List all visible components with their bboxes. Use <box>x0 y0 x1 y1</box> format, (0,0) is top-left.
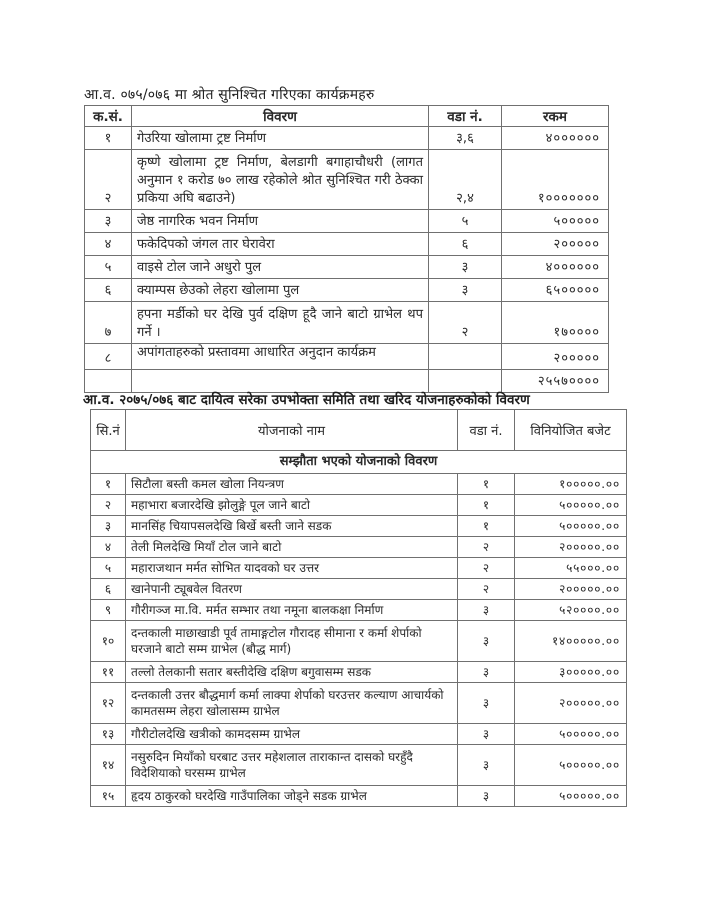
row-description: वाइसे टोल जाने अधुरो पुल <box>132 256 429 279</box>
row-description: क्याम्पस छेउको लेहरा खोलामा पुल <box>132 279 429 302</box>
row-ward: ३ <box>458 600 515 621</box>
row-sn: ५ <box>91 558 126 579</box>
row-amount: ५००००० <box>502 210 609 233</box>
table-row <box>85 279 609 302</box>
row-ward: ३ <box>458 683 515 724</box>
table-row <box>91 537 627 558</box>
table-row <box>85 344 609 370</box>
row-amount: २००००० <box>502 344 609 370</box>
header-budget: विनियोजित बजेट <box>515 410 627 451</box>
row-budget: १४०००००.०० <box>515 621 627 662</box>
row-ward: १ <box>458 516 515 537</box>
row-sn: ५ <box>85 256 132 279</box>
table-row <box>91 724 627 745</box>
row-name: गौरीटोलदेखि खत्रीको कामदसम्म ग्राभेल <box>126 724 458 745</box>
table-row <box>85 210 609 233</box>
row-description: गेउरिया खोलामा ट्रष्ट निर्माण <box>132 127 429 150</box>
row-sn: ६ <box>91 579 126 600</box>
section1-title: आ.व. ०७५/०७६ मा श्रोत सुनिश्चित गरिएका कार्यक्रमहरु <box>84 87 375 103</box>
row-name: मानसिंह चियापसलदेखि बिर्खे बस्ती जाने सडक <box>126 516 458 537</box>
row-sn: ८ <box>85 344 132 370</box>
table-header-row <box>91 410 627 451</box>
row-ward: ५ <box>429 210 502 233</box>
row-ward: ३ <box>458 745 515 786</box>
row-sn: ४ <box>85 233 132 256</box>
row-ward <box>429 344 502 370</box>
row-budget: ५०००००.०० <box>515 745 627 786</box>
row-sn: २ <box>91 495 126 516</box>
row-ward: ६ <box>429 233 502 256</box>
table-row <box>85 127 609 150</box>
row-sn: ३ <box>91 516 126 537</box>
section2-title: आ.व. २०७५/०७६ बाट दायित्व सरेका उपभोक्ता समिति तथा खरिद योजनाहरुकोको विवरण <box>83 392 530 408</box>
table-row <box>85 150 609 210</box>
row-name: महाभारा बजारदेखि झोलुङ्गे पूल जाने बाटो <box>126 495 458 516</box>
row-sn: २ <box>85 150 132 210</box>
table-row <box>91 745 627 786</box>
row-budget: ५२००००.०० <box>515 600 627 621</box>
row-sn: १५ <box>91 786 126 807</box>
row-sn: ३ <box>85 210 132 233</box>
row-budget: २०००००.०० <box>515 683 627 724</box>
row-ward: ३ <box>458 786 515 807</box>
row-name: सिटौला बस्ती कमल खोला नियन्त्रण <box>126 474 458 495</box>
header-amount: रकम <box>502 106 609 127</box>
table-row <box>91 683 627 724</box>
table-row <box>91 516 627 537</box>
total-amount: २५५७०००० <box>502 370 609 393</box>
row-name: दन्तकाली उत्तर बौद्धमार्ग कर्मा लाक्पा शेर्पाको घरउत्तर कल्याण आचार्यको कामतसम्म लेहरा खोलासम्म ग्राभेल <box>126 683 458 724</box>
row-ward: ३ <box>429 279 502 302</box>
row-ward: २ <box>429 302 502 344</box>
table-row <box>85 233 609 256</box>
table-row <box>91 600 627 621</box>
row-name: खानेपानी ट्यूबवेल वितरण <box>126 579 458 600</box>
row-amount: ६५००००० <box>502 279 609 302</box>
row-sn: १० <box>91 621 126 662</box>
row-description: हपना मर्डीको घर देखि पुर्व दक्षिण हूदै जाने बाटो ग्राभेल थप गर्ने । <box>132 302 429 344</box>
row-name: तल्लो तेलकानी सतार बस्तीदेखि दक्षिण बगुवासम्म सडक <box>126 662 458 683</box>
row-ward: १ <box>458 495 515 516</box>
header-sn: क.सं. <box>85 106 132 127</box>
row-ward: ३ <box>458 724 515 745</box>
row-budget: ५०००००.०० <box>515 495 627 516</box>
header-ward: वडा नं. <box>429 106 502 127</box>
table-row <box>91 474 627 495</box>
row-budget: २०००००.०० <box>515 537 627 558</box>
row-budget: ३०००००.०० <box>515 662 627 683</box>
row-budget: ५०००००.०० <box>515 786 627 807</box>
table-row <box>91 558 627 579</box>
row-amount: ४०००००० <box>502 256 609 279</box>
header-sn: सि.नं <box>91 410 126 451</box>
table-row <box>91 662 627 683</box>
row-ward: ३,६ <box>429 127 502 150</box>
row-name: दन्तकाली माछाखाडी पूर्व तामाङ्गटोल गौरादह सीमाना र कर्मा शेर्पाको घरजाने बाटो सम्म ग्राभेल (बौद्ध मार्ग) <box>126 621 458 662</box>
row-budget: ५५०००.०० <box>515 558 627 579</box>
row-name: महाराजथान मर्मत सोभित यादवको घर उत्तर <box>126 558 458 579</box>
row-description: फकेदिपको जंगल तार घेरावेरा <box>132 233 429 256</box>
table-header-row <box>85 106 609 127</box>
header-name: योजनाको नाम <box>126 410 458 451</box>
row-name: हृदय ठाकुरको घरदेखि गाउँपालिका जोड्ने सडक ग्राभेल <box>126 786 458 807</box>
row-sn: ११ <box>91 662 126 683</box>
row-ward: २ <box>458 579 515 600</box>
row-amount: २००००० <box>502 233 609 256</box>
table-row <box>91 579 627 600</box>
row-sn: ९ <box>91 600 126 621</box>
row-description: अपांगताहरुको प्रस्तावमा आधारित अनुदान कार्यक्रम <box>132 344 429 370</box>
row-sn: ४ <box>91 537 126 558</box>
table-row <box>91 495 627 516</box>
funded-programs-table <box>84 105 609 393</box>
row-sn: ७ <box>85 302 132 344</box>
row-ward: २ <box>458 537 515 558</box>
row-amount: १७०००० <box>502 302 609 344</box>
table-row <box>91 621 627 662</box>
row-ward: २ <box>458 558 515 579</box>
row-description: जेष्ठ नागरिक भवन निर्माण <box>132 210 429 233</box>
row-amount: ४०००००० <box>502 127 609 150</box>
row-sn: ६ <box>85 279 132 302</box>
row-sn: १४ <box>91 745 126 786</box>
row-sn: १२ <box>91 683 126 724</box>
group-row <box>91 451 627 474</box>
header-ward: वडा नं. <box>458 410 515 451</box>
liability-projects-table <box>90 409 627 807</box>
row-sn: १ <box>85 127 132 150</box>
group-title: सम्झौता भएको योजनाको विवरण <box>91 451 627 474</box>
row-name: नसुरुदिन मियाँको घरबाट उत्तर महेशलाल ताराकान्त दासको घरहुँदै विदेशियाको घरसम्म ग्राभेल <box>126 745 458 786</box>
row-amount: १००००००० <box>502 150 609 210</box>
row-description: कृष्णे खोलामा ट्रष्ट निर्माण, बेलडागी बगाहाचौधरी (लागत अनुमान १ करोड ७० लाख रहेकोले श्रोत सुनिश्चित गरी ठेक्का प्रकिया अघि बढाउने) <box>132 150 429 210</box>
row-ward: ३ <box>458 621 515 662</box>
row-budget: ५०००००.०० <box>515 516 627 537</box>
row-name: तेली मिलदेखि मियाँ टोल जाने बाटो <box>126 537 458 558</box>
row-name: गौरीगञ्ज मा.वि. मर्मत सम्भार तथा नमूना बालकक्षा निर्माण <box>126 600 458 621</box>
table-row <box>85 256 609 279</box>
row-budget: १०००००.०० <box>515 474 627 495</box>
table-row <box>85 302 609 344</box>
row-ward: ३ <box>458 662 515 683</box>
row-sn: १३ <box>91 724 126 745</box>
row-budget: ५०००००.०० <box>515 724 627 745</box>
row-ward: २,४ <box>429 150 502 210</box>
row-budget: २०००००.०० <box>515 579 627 600</box>
header-description: विवरण <box>132 106 429 127</box>
table-row <box>91 786 627 807</box>
row-sn: १ <box>91 474 126 495</box>
row-ward: १ <box>458 474 515 495</box>
row-ward: ३ <box>429 256 502 279</box>
